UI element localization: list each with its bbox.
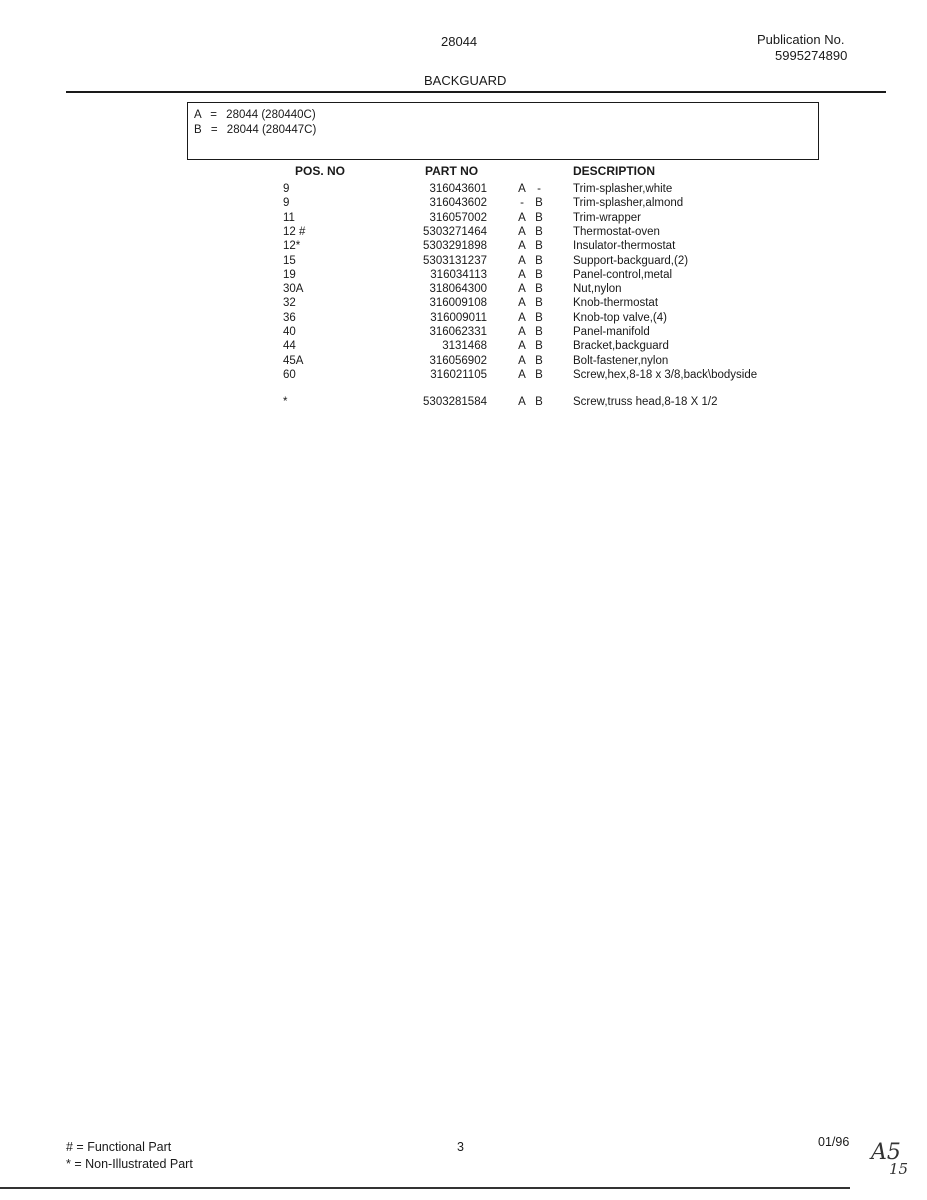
column-header-pos: POS. NO (295, 164, 346, 178)
row-model-b: B (535, 297, 543, 310)
row-model-a: A (518, 225, 526, 238)
row-description: Trim-wrapper (573, 211, 641, 224)
row-description: Support-backguard,(2) (573, 254, 689, 267)
row-part-no: 5303291898 (423, 240, 487, 253)
revision-date: 01/96 (818, 1135, 850, 1149)
row-part-no: 5303131237 (423, 254, 487, 267)
row-model-a: A (518, 297, 526, 310)
row-description: Thermostat-oven (573, 225, 660, 238)
row-description: Bolt-fastener,nylon (573, 354, 669, 367)
row-description: Trim-splasher,almond (573, 197, 684, 210)
row-model-b: B (535, 340, 543, 353)
row-model-a: A (518, 396, 526, 408)
row-model-a: A (518, 183, 526, 195)
handwritten-note-sub: 15 (889, 1160, 909, 1178)
row-model-a: A (518, 326, 526, 338)
footer-rule (0, 1187, 850, 1189)
row-part-no: 316043601 (429, 183, 487, 195)
model-key-line (194, 124, 316, 136)
row-description: Nut,nylon (573, 283, 622, 296)
row-pos-no: 45A (283, 354, 304, 367)
row-pos-no: 9 (283, 197, 290, 210)
row-model-a: A (518, 254, 526, 267)
row-description: Knob-top valve,(4) (573, 311, 667, 324)
header-rule (66, 91, 886, 93)
row-part-no: 316009108 (429, 297, 487, 310)
row-pos-no: 40 (283, 326, 296, 338)
row-part-no: 316062331 (429, 326, 487, 338)
row-description: Screw,hex,8-18 x 3/8,back\bodyside (573, 368, 758, 381)
row-model-b: B (535, 197, 543, 210)
model-key-value: 28044 (280447C) (226, 124, 317, 136)
model-key-equals: = (210, 124, 218, 136)
row-model-b: B (535, 326, 543, 338)
row-pos-no: 44 (283, 340, 296, 353)
column-header-part: PART NO (425, 164, 479, 178)
row-pos-no: 19 (283, 268, 296, 281)
publication-number: 5995274890 (775, 48, 848, 63)
row-pos-no: 12 # (283, 225, 306, 238)
row-model-a: - (520, 197, 524, 210)
row-model-b: B (535, 268, 543, 281)
row-part-no: 316021105 (430, 368, 487, 381)
row-model-a: A (518, 354, 526, 367)
row-model-b: B (535, 368, 543, 381)
column-header-description: DESCRIPTION (573, 164, 656, 178)
row-pos-no: 36 (283, 311, 296, 324)
row-part-no: 316034113 (430, 268, 487, 281)
model-key-line (194, 109, 316, 121)
model-key-box (187, 102, 819, 160)
publication-label: Publication No. (757, 32, 845, 47)
row-model-a: A (518, 240, 526, 253)
legend-functional: # = Functional Part (66, 1140, 172, 1154)
legend-non-illustrated: * = Non-Illustrated Part (66, 1157, 193, 1171)
row-part-no: 316056902 (429, 354, 487, 367)
model-key-value: 28044 (280440C) (226, 109, 316, 121)
model-key: A (194, 109, 202, 121)
row-part-no: 5303271464 (423, 225, 487, 238)
row-model-b: B (535, 354, 543, 367)
row-model-b: B (535, 225, 543, 238)
row-pos-no: 15 (283, 254, 296, 267)
page-number: 3 (457, 1140, 464, 1154)
row-pos-no: 30A (283, 283, 304, 296)
row-part-no: 316057002 (429, 211, 487, 224)
row-model-b: B (535, 283, 543, 296)
row-pos-no: 12* (283, 240, 301, 253)
row-pos-no: 9 (283, 183, 290, 195)
row-part-no: 318064300 (429, 283, 487, 296)
row-description: Trim-splasher,white (573, 183, 673, 195)
row-part-no: 316009011 (430, 311, 487, 324)
row-description: Knob-thermostat (573, 297, 659, 310)
row-pos-no: * (283, 396, 288, 408)
row-model-b: B (535, 311, 543, 324)
row-description: Screw,truss head,8-18 X 1/2 (573, 396, 718, 408)
row-model-a: A (518, 368, 526, 381)
row-model-a: A (518, 311, 526, 324)
row-model-a: A (518, 268, 526, 281)
row-model-a: A (518, 283, 526, 296)
row-part-no: 5303281584 (423, 396, 487, 408)
row-model-b: - (537, 183, 541, 195)
row-pos-no: 32 (283, 297, 296, 310)
model-key-equals: = (210, 109, 217, 121)
row-model-b: B (535, 254, 543, 267)
row-description: Panel-manifold (573, 326, 650, 338)
row-pos-no: 11 (283, 211, 295, 224)
model-number: 28044 (441, 34, 478, 49)
row-description: Insulator-thermostat (573, 240, 676, 253)
row-model-a: A (518, 340, 526, 353)
row-description: Bracket,backguard (573, 340, 669, 353)
row-model-b: B (535, 211, 543, 224)
row-part-no: 3131468 (442, 340, 487, 353)
row-part-no: 316043602 (429, 197, 487, 210)
handwritten-note: A5 (871, 1140, 901, 1165)
section-title: BACKGUARD (424, 73, 507, 88)
model-key: B (194, 124, 202, 136)
row-model-b: B (535, 240, 543, 253)
row-description: Panel-control,metal (573, 268, 673, 281)
row-model-b: B (535, 396, 543, 408)
row-model-a: A (518, 211, 526, 224)
row-pos-no: 60 (283, 368, 296, 381)
